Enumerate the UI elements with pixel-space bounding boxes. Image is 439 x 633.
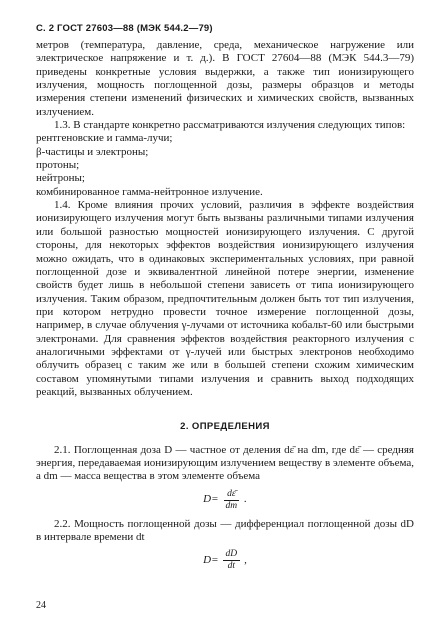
- formula-fraction: [223, 489, 241, 512]
- list-item: комбинированное гамма-нейтронное излучение.: [36, 185, 263, 198]
- formula-fraction: [223, 549, 241, 572]
- list-item: нейтроны;: [36, 172, 85, 185]
- formula-denominator: dt: [227, 561, 235, 572]
- formula-tail: .: [244, 493, 247, 506]
- paragraph-1-3: 1.3. В стандарте конкретно рассматриваются излучения следующих типов:: [54, 119, 406, 132]
- formula-dose-rate: [36, 549, 414, 572]
- formula-tail: ,: [244, 554, 247, 567]
- paragraph-continuation: метров (температура, давление, среда, механическое нагружение или электрическое напряжение и т. д.). В ГОСТ 27604—88 (МЭК 544.3—79) приведены конкретные условия выдержки, а также тип ионизирующего излучения, мощность поглощенной дозы, размеры образцов и методы измерения степени изменений физических и химических свойств, вызванных излучением.: [36, 39, 414, 118]
- formula-numerator: dε̄: [224, 489, 239, 501]
- paragraph-1-4: 1.4. Кроме влияния прочих условий, различия в эффекте воздействия ионизирующего излучения могут быть вызваны различными типами излучения или большой разностью мощностей ионизирующего излучения. С другой стороны, для некоторых эффектов воздействия ионизирующего излучения можно ожидать, что в одинаковых экспериментальных условиях, при равной поглощенной дозе и эквивалентной линейной потере энергии, изменение свойств будет лишь в небольшой степени зависеть от типа ионизирующего излучения. Таким образом, предпочтительным должен быть тот тип излучения, при котором нетрудно провести точное измерение поглощенной дозы, например, в случае облучения γ-лучами от источника кобальт-60 или быстрыми электронами. Для сравнения эффектов воздействия реакторного излучения с аналогичными эффектами от γ-лучей или быстрых электронов необходимо облучить образец с таким же или в большей степени схожим химическим составом упомянутыми типами излучения и сравнить выход подходящих реакций, вызванных облучением.: [36, 199, 414, 398]
- list-item: протоны;: [36, 159, 80, 172]
- formula-denominator: dm: [225, 500, 238, 511]
- formula-lhs: D=: [203, 493, 219, 506]
- formula-numerator: dD: [223, 549, 241, 561]
- list-item: β-частицы и электроны;: [36, 145, 149, 158]
- document-body: [36, 39, 414, 578]
- paragraph-2-1: 2.1. Поглощенная доза D — частное от деления dε̄ на dm, где dε̄ — средняя энергия, передаваемая ионизирующим излучением веществу в элементе объема, а dm — масса вещества в этом элементе объема: [36, 443, 414, 483]
- section-title: 2. ОПРЕДЕЛЕНИЯ: [180, 421, 270, 433]
- radiation-types-list: [36, 132, 414, 199]
- page-header: С. 2 ГОСТ 27603—88 (МЭК 544.2—79): [36, 23, 213, 34]
- list-item: рентгеновские и гамма-лучи;: [36, 132, 173, 145]
- formula-lhs: D=: [203, 554, 219, 567]
- paragraph-2-2: 2.2. Мощность поглощенной дозы — дифференциал поглощенной дозы dD в интервале времени dt: [36, 517, 414, 543]
- formula-absorbed-dose: [36, 489, 414, 512]
- page-number: 24: [36, 600, 46, 611]
